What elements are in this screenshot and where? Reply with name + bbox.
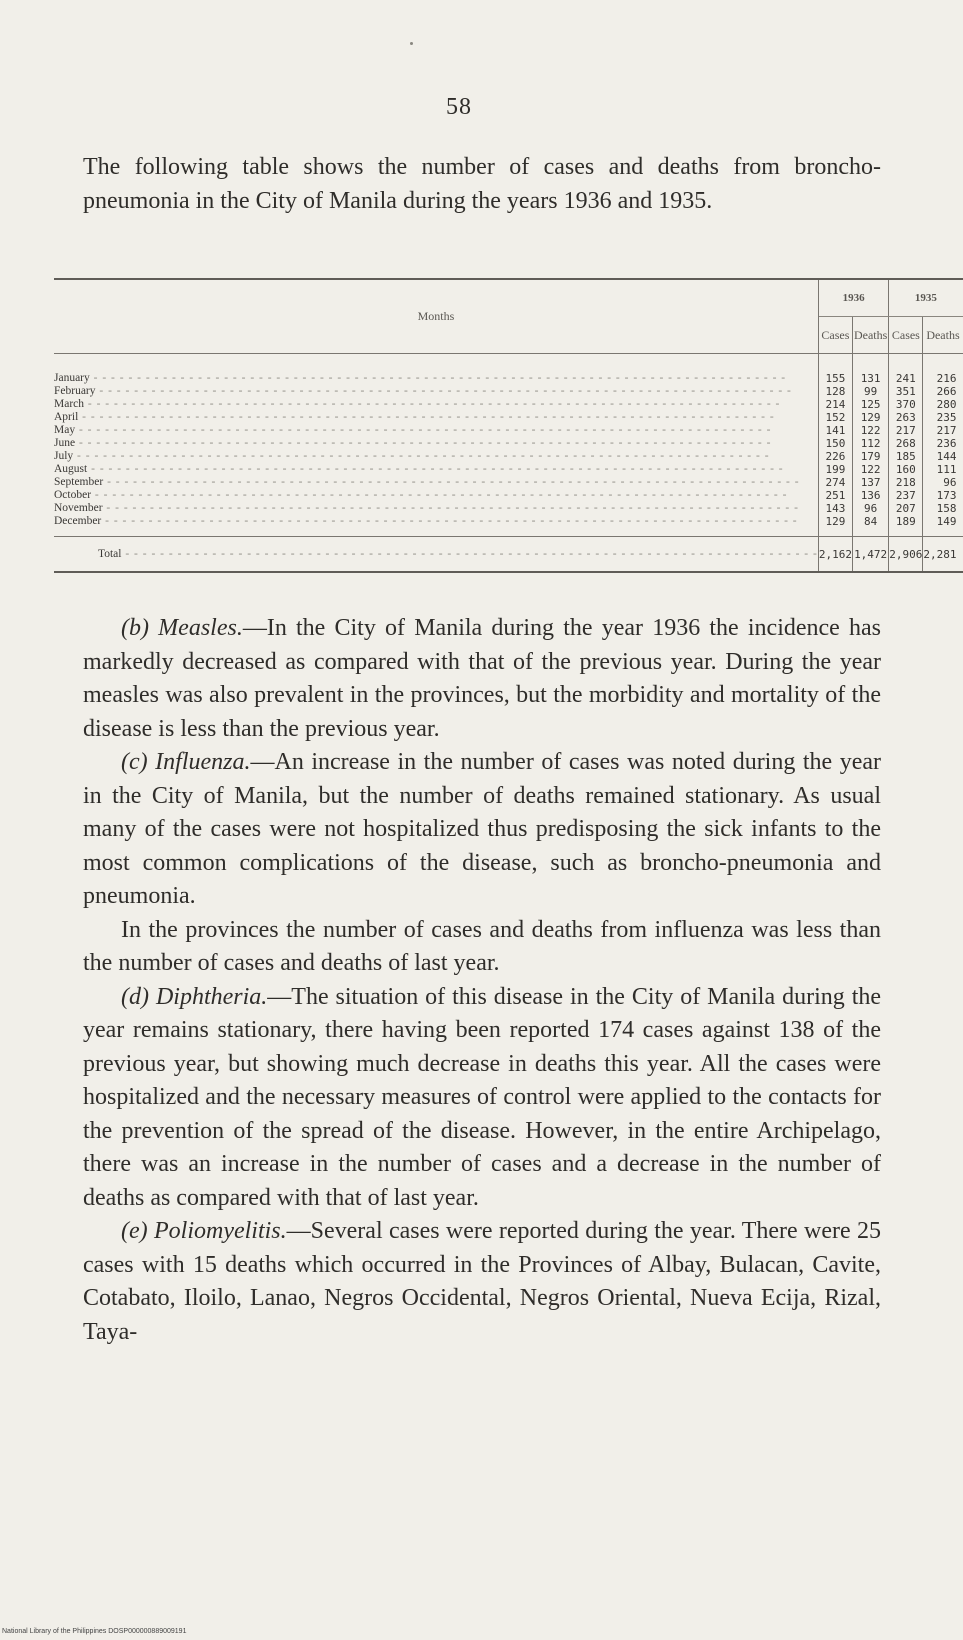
measles-marker: (b) xyxy=(121,615,149,641)
cases-1936-cell: 141 xyxy=(818,424,852,437)
cases-1935-cell: 263 xyxy=(889,411,923,424)
month-label xyxy=(54,354,818,386)
month-label-text: May xyxy=(54,424,76,436)
table-row xyxy=(54,502,963,515)
month-label-text: April xyxy=(54,411,79,423)
poliomyelitis-paragraph xyxy=(83,1215,881,1349)
leader-dots: - - - - - - - - - - - - - - - - - - - - - - - - - - - - - - - - - - - - - - - - - - - - - - - - - - - - - - - - - - - - - - - - - - - - - - - - - - - - - - - - xyxy=(102,502,799,514)
cases-1936-cell: 199 xyxy=(818,463,852,476)
cases-1936-cell: 214 xyxy=(818,398,852,411)
leader-dots: - - - - - - - - - - - - - - - - - - - - - - - - - - - - - - - - - - - - - - - - - - - - - - - - - - - - - - - - - - - - - - - - - - - - - - - - - - - - - - - - xyxy=(95,385,792,397)
month-label-text: February xyxy=(54,385,96,397)
table-row xyxy=(54,489,963,502)
cases-1935-cell: 268 xyxy=(889,437,923,450)
cases-1936-cell: 155 xyxy=(818,354,852,386)
deaths-1936-cell: 112 xyxy=(852,437,888,450)
table-row xyxy=(54,437,963,450)
deaths-1936-cell: 96 xyxy=(852,502,888,515)
deaths-1935-cell: 235 xyxy=(936,411,957,424)
table-row xyxy=(54,463,963,476)
cases-1935-cell: 351 xyxy=(889,385,923,398)
leader-dots: - - - - - - - - - - - - - - - - - - - - - - - - - - - - - - - - - - - - - - - - - - - - - - - - - - - - - - - - - - - - - - - - - - - - - - - - - - - - - - - - xyxy=(91,489,788,501)
poliomyelitis-title: Poliomyelitis. xyxy=(153,1218,287,1244)
deaths-1935-cell: 149 xyxy=(936,515,957,528)
total-label xyxy=(54,537,818,573)
month-label-text: June xyxy=(54,437,76,449)
month-label xyxy=(54,411,818,424)
cases-1936-cell: 143 xyxy=(818,502,852,515)
cases-1935-cell: 189 xyxy=(889,515,923,537)
total-row xyxy=(54,537,963,573)
deaths-1935-cell: 144 xyxy=(936,450,957,463)
table-bottom-rule xyxy=(54,572,963,573)
cases-1936-cell: 152 xyxy=(818,411,852,424)
influenza-marker: (c) xyxy=(121,749,148,775)
leader-dots: - - - - - - - - - - - - - - - - - - - - - - - - - - - - - - - - - - - - - - - - - - - - - - - - - - - - - - - - - - - - - - - - - - - - - - - - - - - - - - - - xyxy=(87,463,784,475)
deaths-1936-cell: 137 xyxy=(852,476,888,489)
leader-dots: - - - - - - - - - - - - - - - - - - - - - - - - - - - - - - - - - - - - - - - - - - - - - - - - - - - - - - - - - - - - - - - - - - - - - - - - - - - - - - - - xyxy=(84,398,781,410)
broncho-pneumonia-table xyxy=(54,278,960,573)
footer-credit: National Library of the Philippines DOSP000000889009191 xyxy=(2,1628,187,1635)
deaths-1935-cell: 266 xyxy=(936,385,957,398)
table-row xyxy=(54,450,963,463)
deaths-1936-cell: 122 xyxy=(852,424,888,437)
deaths-1935-header: Deaths xyxy=(923,317,963,354)
leader-dots: - - - - - - - - - - - - - - - - - - - - - - - - - - - - - - - - - - - - - - - - - - - - - - - - - - - - - - - - - - - - - - - - - - - - - - - - - - - - - - - - xyxy=(101,515,798,527)
cases-1935-cell: 160 xyxy=(889,463,923,476)
cases-1936-cell: 129 xyxy=(818,515,852,537)
cases-1936-cell: 251 xyxy=(818,489,852,502)
influenza-title: Influenza. xyxy=(155,749,251,775)
month-label xyxy=(54,502,818,515)
intro-paragraph: The following table shows the number of cases and deaths from broncho-pneumonia in the City of Manila during the years 1936 and 1935. xyxy=(83,154,881,214)
cases-1936-cell: 274 xyxy=(818,476,852,489)
leader-dots: - - - - - - - - - - - - - - - - - - - - - - - - - - - - - - - - - - - - - - - - - - - - - - - - - - - - - - - - - - - - - - - - - - - - - - - - - - - - - - - - xyxy=(75,424,772,436)
month-label xyxy=(54,463,818,476)
total-cases-1936: 2,162 xyxy=(818,537,852,573)
deaths-1935-cell: 217 xyxy=(936,424,957,437)
year-1935-header: 1935 xyxy=(889,279,963,317)
cases-1935-cell: 241 xyxy=(889,354,923,386)
influenza-paragraph xyxy=(83,746,881,914)
leader-dots: - - - - - - - - - - - - - - - - - - - - - - - - - - - - - - - - - - - - - - - - - - - - - - - - - - - - - - - - - - - - - - - - - - - - - - - - - - - - - - - - xyxy=(103,476,800,488)
leader-dots: - - - - - - - - - - - - - - - - - - - - - - - - - - - - - - - - - - - - - - - - - - - - - - - - - - - - - - - - - - - - - - - - - - - - - - - - - - - - - - - - xyxy=(73,450,770,462)
influenza-provinces-paragraph: In the provinces the number of cases and deaths from influenza was less than the number of cases and deaths of last year. xyxy=(83,916,881,976)
deaths-1936-cell: 179 xyxy=(852,450,888,463)
deaths-1935-cell: 96 xyxy=(943,476,957,489)
month-label xyxy=(54,450,818,463)
month-label xyxy=(54,398,818,411)
cases-1936-cell: 150 xyxy=(818,437,852,450)
table-row xyxy=(54,424,963,437)
month-label-text: November xyxy=(54,502,103,514)
deaths-1935-cell: 216 xyxy=(936,372,957,385)
influenza-text: —An increase in the number of cases was noted during the year in the City of Manila, but the number of deaths remained stationary. As usual many of the cases were not hospitalized thus predisposing the sick infants to the most common complications of the disease, such as broncho-pneumonia and pneumonia. xyxy=(83,749,882,909)
month-label-text: July xyxy=(54,450,74,462)
month-label-text: September xyxy=(54,476,104,488)
deaths-1935-cell: 173 xyxy=(936,489,957,502)
deaths-1936-header: Deaths xyxy=(852,317,888,354)
month-label-text: December xyxy=(54,515,102,527)
measles-paragraph xyxy=(83,612,881,746)
leader-dots: - - - - - - - - - - - - - - - - - - - - - - - - - - - - - - - - - - - - - - - - - - - - - - - - - - - - - - - - - - - - - - - - - - - - - - - - - - - - - - - - xyxy=(78,411,775,423)
poliomyelitis-text: —Several cases were reported during the year. There were 25 cases with 15 deaths which occurred in the Provinces of Albay, Bulacan, Cavite, Cotabato, Iloilo, Lanao, Negros Occidental, Negros Oriental, Nueva Ecija, Rizal, Taya- xyxy=(83,1218,881,1345)
deaths-1936-cell: 125 xyxy=(852,398,888,411)
stats-table xyxy=(54,278,963,573)
month-label-text: March xyxy=(54,398,85,410)
month-label xyxy=(54,489,818,502)
deaths-1936-cell: 129 xyxy=(852,411,888,424)
diphtheria-title: Diphtheria. xyxy=(155,983,268,1010)
page-number: 58 xyxy=(446,94,472,120)
cases-1936-cell: 226 xyxy=(818,450,852,463)
body-text xyxy=(83,612,881,1349)
deaths-1935-cell: 158 xyxy=(936,502,957,515)
cases-1936-header: Cases xyxy=(818,317,852,354)
cases-1935-cell: 207 xyxy=(889,502,923,515)
month-label-text: January xyxy=(54,372,90,384)
month-label xyxy=(54,515,818,537)
deaths-1936-cell: 84 xyxy=(852,515,888,537)
measles-text: —In the City of Manila during the year 1936 the incidence has markedly decreased as compared with that of the previous year. During the year measles was also prevalent in the provinces, but the morbidity and mortality of the disease is less than the previous year. xyxy=(83,615,881,742)
deaths-1935-cell: 280 xyxy=(936,398,957,411)
month-label xyxy=(54,476,818,489)
cases-1935-cell: 237 xyxy=(889,489,923,502)
month-label xyxy=(54,424,818,437)
month-label-text: October xyxy=(54,489,92,501)
month-label xyxy=(54,385,818,398)
month-label-text: August xyxy=(54,463,88,475)
cases-1935-header: Cases xyxy=(889,317,923,354)
leader-dots: - - - - - - - - - - - - - - - - - - - - - - - - - - - - - - - - - - - - - - - - - - - - - - - - - - - - - - - - - - - - - - - - - - - - - - - - - - - - - - - - xyxy=(89,372,787,384)
total-label-text: Total xyxy=(98,547,122,560)
months-header: Months xyxy=(54,279,818,354)
deaths-1935-cell: 236 xyxy=(936,437,957,450)
month-label xyxy=(54,437,818,450)
cases-1935-cell: 217 xyxy=(889,424,923,437)
deaths-1936-cell: 122 xyxy=(852,463,888,476)
total-cases-1935: 2,906 xyxy=(889,537,923,573)
cases-1935-cell: 218 xyxy=(889,476,923,489)
table-row xyxy=(54,411,963,424)
diphtheria-text: —The situation of this disease in the City of Manila during the year remains stationary, there having been reported 174 cases against 138 of the previous year, but showing much decrease in deaths this year. All the cases were hospitalized and the necessary measures of control were applied to the contacts for the prevention of the spread of the disease. However, in the entire Archipelago, there was an increase in the number of cases and a decrease in the number of deaths as compared with that of last year. xyxy=(83,983,882,1211)
total-deaths-1935: 2,281 xyxy=(923,537,963,573)
cases-1935-cell: 370 xyxy=(889,398,923,411)
table-row xyxy=(54,398,963,411)
leader-dots: - - - - - - - - - - - - - - - - - - - - - - - - - - - - - - - - - - - - - - - - - - - - - - - - - - - - - - - - - - - - - - - - - - - - - - - - - - - - - - - - xyxy=(121,547,818,560)
deaths-1936-cell: 131 xyxy=(852,354,888,386)
cases-1936-cell: 128 xyxy=(818,385,852,398)
table-body xyxy=(54,354,963,537)
total-deaths-1936: 1,472 xyxy=(852,537,888,573)
diphtheria-paragraph xyxy=(83,981,881,1216)
cases-1935-cell: 185 xyxy=(889,450,923,463)
diphtheria-marker: (d) xyxy=(121,983,149,1010)
deaths-1935-cell: 111 xyxy=(936,463,957,476)
deaths-1936-cell: 99 xyxy=(852,385,888,398)
table-row xyxy=(54,476,963,489)
table-row xyxy=(54,385,963,398)
table-row xyxy=(54,515,963,537)
scan-speck xyxy=(410,42,413,45)
table-row xyxy=(54,354,963,386)
deaths-1936-cell: 136 xyxy=(852,489,888,502)
measles-title: Measles. xyxy=(158,615,243,641)
leader-dots: - - - - - - - - - - - - - - - - - - - - - - - - - - - - - - - - - - - - - - - - - - - - - - - - - - - - - - - - - - - - - - - - - - - - - - - - - - - - - - - - xyxy=(75,437,772,449)
poliomyelitis-marker: (e) xyxy=(121,1218,148,1244)
year-1936-header: 1936 xyxy=(818,279,888,317)
